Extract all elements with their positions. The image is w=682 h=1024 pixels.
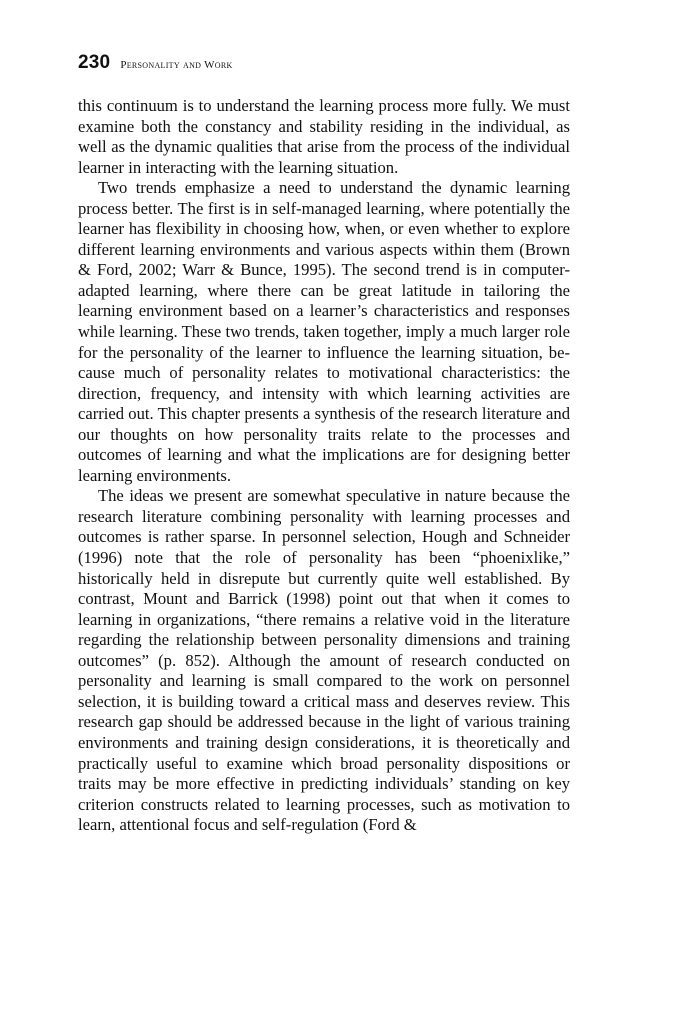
running-title: Personality and Work xyxy=(120,59,233,71)
paragraph-1: this continuum is to understand the learning process more fully. We must examine both the constancy and stability residing in the individual, as well as the dynamic qualities that arise from the process of the individual learner in interacting with the learning situation. xyxy=(78,96,570,177)
page-number: 230 xyxy=(78,52,111,73)
running-head xyxy=(78,52,233,76)
paragraph-3: The ideas we present are somewhat speculative in nature because the research literature combining personality with learning processes and outcomes is rather sparse. In personnel selection, Hough and Schneider (1996) note that the role of personality has been “phoenixlike,” historically held in disrepute but currently quite well established. By contrast, Mount and Barrick (1998) point out that when it comes to learning in organizations, “there remains a relative void in the literature regarding the relationship between personality dimensions and training outcomes” (p. 852). Although the amount of research conducted on personality and learning is small compared to the work on personnel selection, it is building toward a critical mass and deserves review. This research gap should be addressed because in the light of various training environments and training design considerations, it is theoretically and practically useful to examine which broad personality dispositions or traits may be more effective in predicting individuals’ standing on key criterion constructs related to learning processes, such as motivation to learn, attentional focus and self-regulation (Ford & xyxy=(78,486,570,835)
body-text xyxy=(78,96,570,836)
paragraph-2: Two trends emphasize a need to understand the dynamic learning process better. The first is in self-managed learning, where potentially the learner has flexibility in choosing how, when, or even whether to explore different learning environments and various aspects within them (Brown & Ford, 2002; Warr & Bunce, 1995). The second trend is in computer-adapted learning, where there can be great latitude in tailoring the learning environment based on a learner’s characteristics and responses while learning. These two trends, taken together, imply a much larger role for the personality of the learner to influence the learning situation, because much of personality relates to motivational characteristics: the direction, frequency, and intensity with which learning activities are carried out. This chapter presents a synthesis of the research literature and our thoughts on how personality traits relate to the processes and outcomes of learning and what the implications are for designing better learning environments. xyxy=(78,178,570,485)
